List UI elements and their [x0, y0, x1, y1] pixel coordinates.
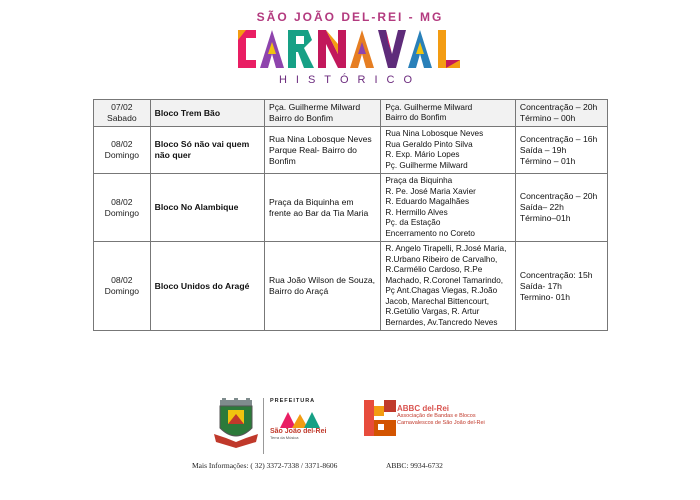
- times-cell: [515, 127, 607, 174]
- city-crest-icon: [214, 398, 258, 450]
- route-cell-line: Rua Geraldo Pinto Silva: [385, 139, 473, 149]
- route-cell-line: Encerramento no Coreto: [385, 228, 475, 238]
- route-cell-line: R. Exp. Mário Lopes: [385, 150, 460, 159]
- schedule-row: [94, 242, 608, 331]
- date-cell: [94, 242, 151, 331]
- location-cell-line: Parque Real- Bairro do Bonfim: [268, 144, 357, 166]
- date-cell: [94, 174, 151, 242]
- times-cell-line: Saída– 22h: [519, 202, 564, 212]
- route-cell-line: R. Angelo Tirapelli, R.José Maria, R.Urbano Ribeiro de Carvalho, R.Carmélio Cardoso, R.Pe Machado, R.Coronel Tamarindo, Pç Ant.Chagas Viegas, R.João Jacob, Marechal Bittencourt, R.Getúlio Vargas, R. Artur Bernardes, Av.Tancredo Neves: [385, 244, 507, 327]
- times-cell-line: Término – 01h: [519, 155, 576, 166]
- bloco-name: Bloco Unidos do Aragé: [150, 242, 264, 331]
- times-cell-line: Concentração – 16h: [519, 133, 598, 144]
- times-cell-line: Término – 00h: [519, 113, 576, 123]
- date-value: 07/02: [111, 102, 133, 112]
- route-cell-line: Bairro do Bonfim: [385, 113, 447, 122]
- route-cell-line: R. Eduardo Magalhães: [385, 197, 470, 206]
- location-cell-line: Pça. Guilherme Milward: [268, 102, 361, 112]
- times-cell: [515, 100, 607, 127]
- route-cell: [381, 127, 516, 174]
- date-value: 08/02: [111, 196, 133, 207]
- city-label: SÃO JOÃO DEL-REI - MG: [256, 10, 444, 24]
- abbc-phone: ABBC: 9934-6732: [386, 461, 443, 470]
- date-cell: [94, 100, 151, 127]
- date-value: 08/02: [111, 275, 133, 285]
- route-cell-line: Pç. Guilherme Milward: [385, 160, 468, 170]
- route-cell-line: Pça. Guilherme Milward: [385, 102, 473, 112]
- location-cell: [264, 242, 380, 331]
- carnaval-title: CARNAVAL: [347, 54, 353, 55]
- bloco-name: Bloco Trem Bão: [150, 100, 264, 127]
- abbc-name: ABBC del-Rei: [397, 404, 450, 413]
- times-cell-line: Saída – 19h: [519, 144, 567, 155]
- prefeitura-name: São João del-Rei: [270, 428, 327, 435]
- prefeitura-emblem-icon: [278, 410, 324, 430]
- day-value: Domingo: [104, 150, 140, 160]
- route-cell-line: Pç. da Estação: [385, 218, 441, 227]
- schedule-table: [93, 99, 608, 331]
- carnaval-logo: [228, 24, 472, 74]
- date-cell: [94, 127, 151, 174]
- times-cell: [515, 174, 607, 242]
- times-cell-line: Concentração – 20h: [519, 102, 598, 112]
- abbc-text: [397, 404, 507, 426]
- route-cell: [381, 242, 516, 331]
- location-cell: [264, 174, 380, 242]
- route-cell-line: Rua Nina Lobosque Neves: [385, 129, 484, 138]
- date-value: 08/02: [111, 139, 133, 149]
- day-value: Domingo: [104, 207, 140, 218]
- prefeitura-title: PREFEITURA: [270, 398, 316, 404]
- schedule-row: [94, 127, 608, 174]
- prefeitura-logo: [263, 398, 340, 454]
- footer-logos: [0, 392, 700, 500]
- info-phone: Mais Informações: ( 32) 3372-7338 / 3371-8606: [192, 461, 338, 470]
- carnival-header: [0, 0, 700, 92]
- bloco-name: Bloco No Alambique: [150, 174, 264, 242]
- location-cell-line: Praça da Biquinha em frente ao Bar da Tia Maria: [268, 196, 369, 218]
- bloco-name: Bloco Só não vai quem não quer: [150, 127, 264, 174]
- historico-label: HISTÓRICO: [278, 74, 422, 86]
- location-cell-line: Rua Nina Lobosque Neves: [268, 133, 372, 144]
- times-cell-line: Término–01h: [519, 213, 571, 223]
- times-cell-line: Saída- 17h: [519, 280, 562, 291]
- carnaval-logo-art: [238, 30, 460, 68]
- day-value: Domingo: [104, 286, 140, 296]
- abbc-logo-icon: [364, 400, 396, 436]
- times-cell: [515, 242, 607, 331]
- route-cell: [381, 174, 516, 242]
- route-cell-line: R. Hermillo Alves: [385, 207, 448, 217]
- times-cell-line: Termino- 01h: [519, 291, 571, 302]
- route-cell-line: R. Pe. José Maria Xavier: [385, 186, 476, 196]
- abbc-description: Associação de Bandas e Blocos Carnavalescos de São João del-Rei: [397, 413, 485, 426]
- route-cell: [381, 100, 516, 127]
- times-cell-line: Concentração: 15h: [519, 269, 593, 280]
- route-cell-line: Praça da Biquinha: [385, 176, 453, 185]
- location-cell: [264, 100, 380, 127]
- schedule-row: [94, 100, 608, 127]
- day-value: Sabado: [107, 113, 137, 123]
- location-cell-line: Bairro do Bonfim: [268, 113, 333, 123]
- prefeitura-subtitle: Terra da Música: [270, 435, 299, 440]
- location-cell-line: Rua João Wilson de Souza, Bairro do Araçá: [268, 275, 376, 296]
- schedule-row: [94, 174, 608, 242]
- location-cell: [264, 127, 380, 174]
- times-cell-line: Concentração – 20h: [519, 191, 598, 201]
